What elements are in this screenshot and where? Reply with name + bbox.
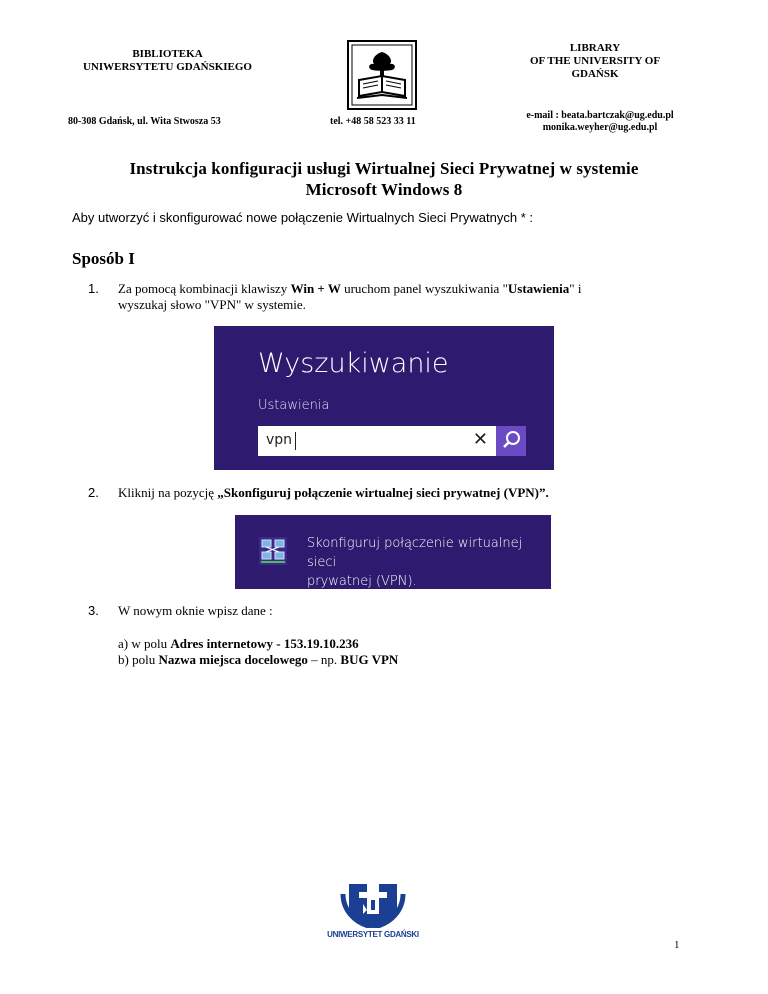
library-logo	[347, 40, 417, 110]
phone: tel. +48 58 523 33 11	[330, 116, 416, 127]
item-b-prefix: b) polu	[118, 652, 159, 667]
library-name-en: LIBRARY	[569, 42, 621, 54]
search-input[interactable]	[258, 426, 496, 456]
network-icon	[257, 535, 289, 567]
close-icon[interactable]: ✕	[472, 429, 488, 450]
search-panel	[214, 326, 554, 470]
search-query: vpn	[266, 432, 293, 448]
item-a-prefix: a) w polu	[118, 636, 171, 651]
university-name-en: OF THE UNIVERSITY OF	[529, 55, 661, 67]
result-text	[307, 534, 551, 591]
item-b-example: BUG VPN	[340, 652, 399, 667]
step-1-text-a: Za pomocą kombinacji klawiszy	[118, 281, 291, 296]
step-2-bold: „Skonfiguruj połączenie wirtualnej sieci prywatnej (VPN)”.	[217, 485, 549, 500]
step-3	[88, 603, 700, 619]
step-1-text-b: uruchom panel wyszukiwania "	[340, 281, 508, 296]
result-line-2: prywatnej (VPN).	[307, 574, 417, 589]
step-3-item-b	[118, 652, 398, 668]
step-3-number: 3.	[88, 603, 99, 618]
university-name-pl: UNIWERSYTETU GDAŃSKIEGO	[82, 61, 252, 73]
result-line-1: Skonfiguruj połączenie wirtualnej sieci	[307, 536, 523, 570]
item-a-value: Adres internetowy - 153.19.10.236	[170, 636, 359, 651]
intro-text: Aby utworzyć i skonfigurować nowe połączenie Wirtualnych Sieci Prywatnych * :	[72, 210, 533, 225]
title-line-1: Instrukcja konfiguracji usługi Wirtualnej Sieci Prywatnej w systemie	[129, 159, 639, 178]
result-panel[interactable]	[235, 515, 551, 589]
item-b-mid: – np.	[307, 652, 341, 667]
step-1-number: 1.	[88, 281, 99, 296]
step-1-text-c: " i	[569, 281, 582, 296]
step-2	[88, 485, 700, 501]
step-1	[88, 281, 700, 313]
section-heading: Sposób I	[72, 249, 135, 268]
step-1-keys: Win + W	[290, 281, 341, 296]
university-logo	[327, 880, 419, 942]
step-2-number: 2.	[88, 485, 99, 500]
step-1-line-2: wyszukaj słowo "VPN" w systemie.	[118, 297, 306, 312]
city-name-en: GDAŃSK	[571, 68, 619, 80]
item-b-field: Nazwa miejsca docelowego	[158, 652, 308, 667]
search-category[interactable]: Ustawienia	[258, 398, 330, 413]
email-2: monika.weyher@ug.edu.pl	[542, 122, 658, 133]
step-3-item-a	[118, 636, 359, 652]
university-logo-text: UNIWERSYTET GDAŃSKI	[327, 930, 419, 939]
header-right	[495, 42, 695, 81]
document-title	[60, 158, 708, 200]
header-left	[60, 48, 275, 74]
title-line-2: Microsoft Windows 8	[305, 180, 463, 199]
search-icon[interactable]	[496, 426, 526, 456]
page-number: 1	[674, 939, 680, 951]
step-1-bold: Ustawienia	[507, 281, 570, 296]
email-1: e-mail : beata.bartczak@ug.edu.pl	[526, 110, 674, 121]
address: 80-308 Gdańsk, ul. Wita Stwosza 53	[68, 116, 221, 127]
step-2-text: Kliknij na pozycję	[118, 485, 218, 500]
step-3-text: W nowym oknie wpisz dane :	[118, 603, 273, 618]
contact-emails	[500, 110, 700, 134]
library-name-pl: BIBLIOTEKA	[132, 48, 203, 60]
search-panel-title: Wyszukiwanie	[258, 348, 449, 379]
text-cursor	[295, 432, 296, 450]
